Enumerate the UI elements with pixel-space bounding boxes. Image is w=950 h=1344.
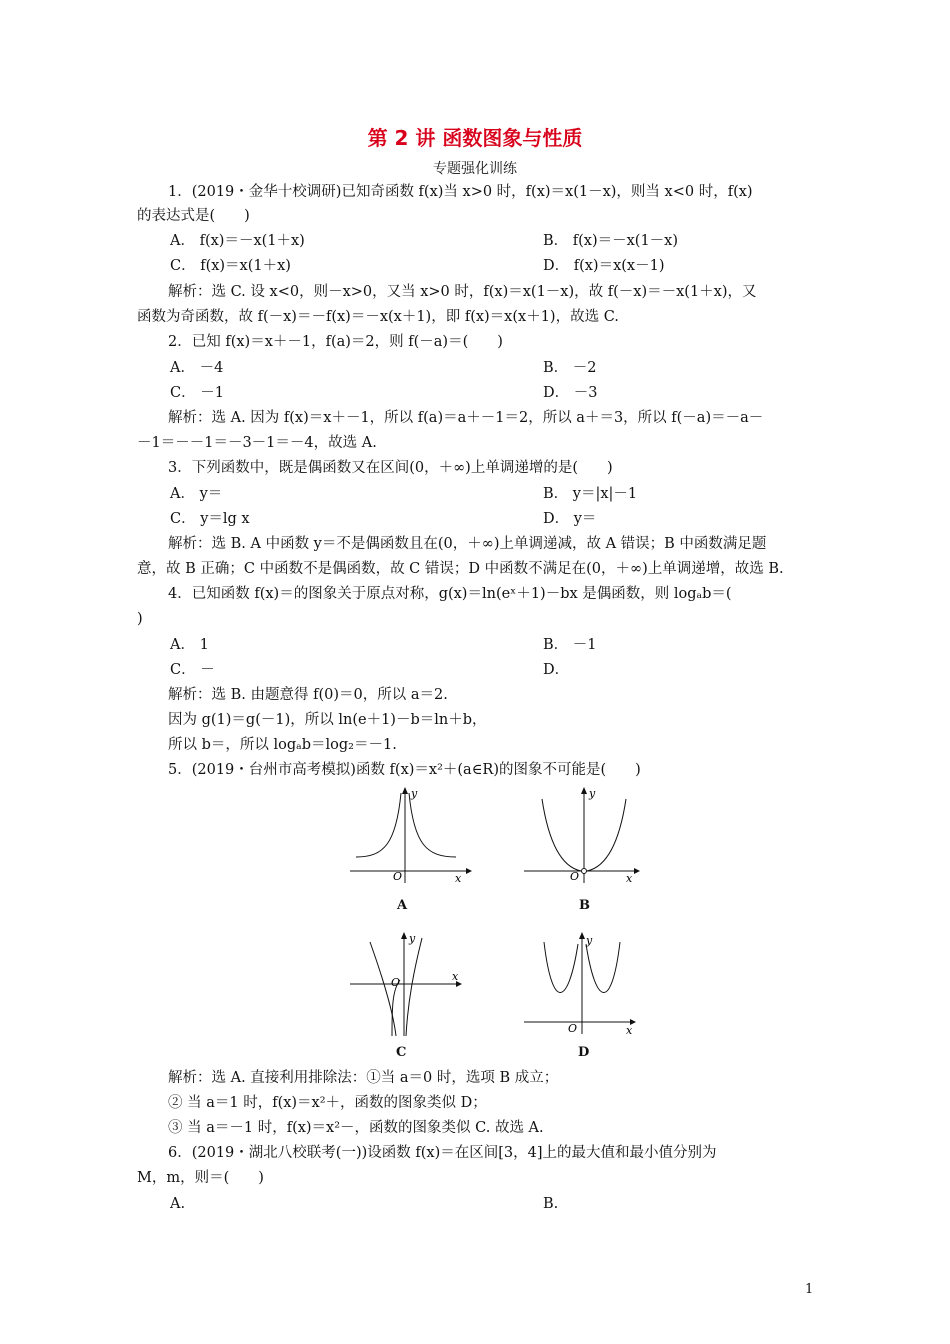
- q2-solution-line2: －1＝－－1＝－3－1＝－4，故选 A.: [137, 435, 377, 451]
- graph-a-y-label: y: [411, 787, 418, 800]
- graph-d-origin: O: [568, 1022, 578, 1035]
- graph-a-curve-right: [409, 793, 456, 857]
- q3-stem: 3．下列函数中，既是偶函数又在区间(0，＋∞)上单调递增的是( ): [168, 460, 613, 476]
- q4-option-b: B． －1: [543, 637, 597, 653]
- graph-d-x-label: x: [626, 1024, 633, 1037]
- q1-option-b: B． f(x)＝－x(1－x): [543, 233, 679, 249]
- q6-stem-line2: M，m，则＝( ): [137, 1170, 264, 1186]
- q4-option-c: C． －: [170, 662, 215, 678]
- q3-option-c: C． y＝lg x: [170, 511, 250, 527]
- graph-a-x-arrow: [466, 868, 472, 874]
- q4-solution-line2: 因为 g(1)＝g(－1)，所以 ln(e＋1)－b＝ln＋b，: [168, 712, 487, 728]
- graph-c-y-label: y: [409, 932, 416, 945]
- page-number: 1: [805, 1282, 814, 1297]
- graph-c-origin: O: [391, 976, 401, 989]
- q4-stem-line1: 4．已知函数 f(x)＝的图象关于原点对称，g(x)＝ln(eˣ＋1)－bx 是偶函数，则 logₐb＝(: [168, 586, 732, 602]
- graph-b-y-label: y: [589, 787, 596, 800]
- q2-option-d: D． －3: [543, 385, 598, 401]
- q4-option-d: D．: [543, 662, 570, 678]
- graph-b-curve-right: [587, 799, 626, 871]
- q6-option-b: B.: [543, 1196, 559, 1212]
- q3-solution-line2: 意，故 B 正确；C 中函数不是偶函数，故 C 错误；D 中函数不满足在(0，＋∞)上单调递增，故选 B.: [137, 561, 784, 577]
- q2-stem: 2．已知 f(x)＝x＋－1，f(a)＝2，则 f(－a)＝( ): [168, 334, 503, 350]
- q3-option-a: A． y＝: [170, 486, 223, 502]
- q5-graph-d: [522, 930, 647, 1040]
- q2-option-a: A． －4: [170, 360, 224, 376]
- q2-option-b: B． －2: [543, 360, 597, 376]
- q5-graph-b: [522, 785, 647, 885]
- graph-d-y-label: y: [586, 934, 593, 947]
- q5-graph-d-label: D: [578, 1045, 590, 1060]
- graph-c-x-label: x: [452, 970, 459, 983]
- q3-option-d: D． y＝: [543, 511, 597, 527]
- q5-solution-line2: ② 当 a＝1 时，f(x)＝x²＋，函数的图象类似 D；: [168, 1095, 487, 1111]
- q1-solution-line1: 解析：选 C. 设 x<0，则－x>0，又当 x>0 时，f(x)＝x(1－x)，故 f(－x)＝－x(1＋x)，又: [168, 284, 757, 300]
- page-subtitle: 专题强化训练: [433, 161, 517, 177]
- graph-b-curve-left: [542, 799, 581, 871]
- q1-option-c: C． f(x)＝x(1＋x): [170, 258, 291, 274]
- graph-c-curve-right: [406, 938, 422, 1036]
- graph-d-curve-right: [586, 942, 620, 993]
- q1-option-a: A． f(x)＝－x(1＋x): [170, 233, 305, 249]
- graph-b-x-arrow: [634, 868, 640, 874]
- q6-option-a: A.: [170, 1196, 186, 1212]
- graph-b-x-label: x: [626, 872, 633, 885]
- q4-solution-line1: 解析：选 B. 由题意得 f(0)＝0，所以 a＝2.: [168, 687, 448, 703]
- q3-solution-line1: 解析：选 B. A 中函数 y＝不是偶函数且在(0，＋∞)上单调递减，故 A 错误；B 中函数满足题: [168, 536, 767, 552]
- graph-b-open-point: [582, 869, 587, 874]
- q1-stem-line2: 的表达式是( ): [137, 208, 250, 224]
- q1-solution-line2: 函数为奇函数，故 f(－x)＝－f(x)＝－x(x＋1)，即 f(x)＝x(x＋1)，故选 C.: [137, 309, 619, 325]
- q2-option-c: C． －1: [170, 385, 224, 401]
- q3-option-b: B． y＝|x|－1: [543, 486, 638, 502]
- q5-solution-line3: ③ 当 a＝－1 时，f(x)＝x²－，函数的图象类似 C. 故选 A.: [168, 1120, 544, 1136]
- q4-solution-line3: 所以 b＝，所以 logₐb＝log₂＝－1.: [168, 737, 397, 753]
- q6-stem-line1: 6．(2019・湖北八校联考(一))设函数 f(x)＝在区间[3，4]上的最大值和最小值分别为: [168, 1145, 717, 1161]
- graph-a-y-arrow: [402, 787, 408, 794]
- graph-d-curve-left: [544, 942, 578, 993]
- q5-graph-a: [348, 785, 473, 885]
- graph-a-curve-left: [356, 793, 401, 857]
- q5-graph-c-label: C: [396, 1045, 407, 1060]
- q4-option-a: A． 1: [170, 637, 209, 653]
- q1-stem-line1: 1．(2019・金华十校调研)已知奇函数 f(x)当 x>0 时，f(x)＝x(1－x)，则当 x<0 时，f(x): [168, 184, 753, 200]
- q2-solution-line1: 解析：选 A. 因为 f(x)＝x＋－1，所以 f(a)＝a＋－1＝2，所以 a＋＝3，所以 f(－a)＝－a－: [168, 410, 764, 426]
- q5-graph-b-label: B: [579, 898, 590, 913]
- graph-d-y-arrow: [579, 932, 585, 939]
- graph-c-y-arrow: [401, 932, 407, 939]
- q5-graph-c: [348, 930, 473, 1040]
- graph-a-origin: O: [393, 870, 403, 883]
- q1-option-d: D． f(x)＝x(x－1): [543, 258, 665, 274]
- page-title: 第 2 讲 函数图象与性质: [367, 126, 583, 150]
- graph-a-x-label: x: [455, 872, 462, 885]
- q5-solution-line1: 解析：选 A. 直接利用排除法：①当 a＝0 时，选项 B 成立；: [168, 1070, 559, 1086]
- graph-b-origin: O: [570, 870, 580, 883]
- graph-b-y-arrow: [581, 787, 587, 794]
- q4-stem-line2: ): [137, 611, 143, 627]
- q5-stem: 5．(2019・台州市高考模拟)函数 f(x)＝x²＋(a∈R)的图象不可能是( ): [168, 762, 641, 778]
- q5-graph-a-label: A: [397, 898, 408, 913]
